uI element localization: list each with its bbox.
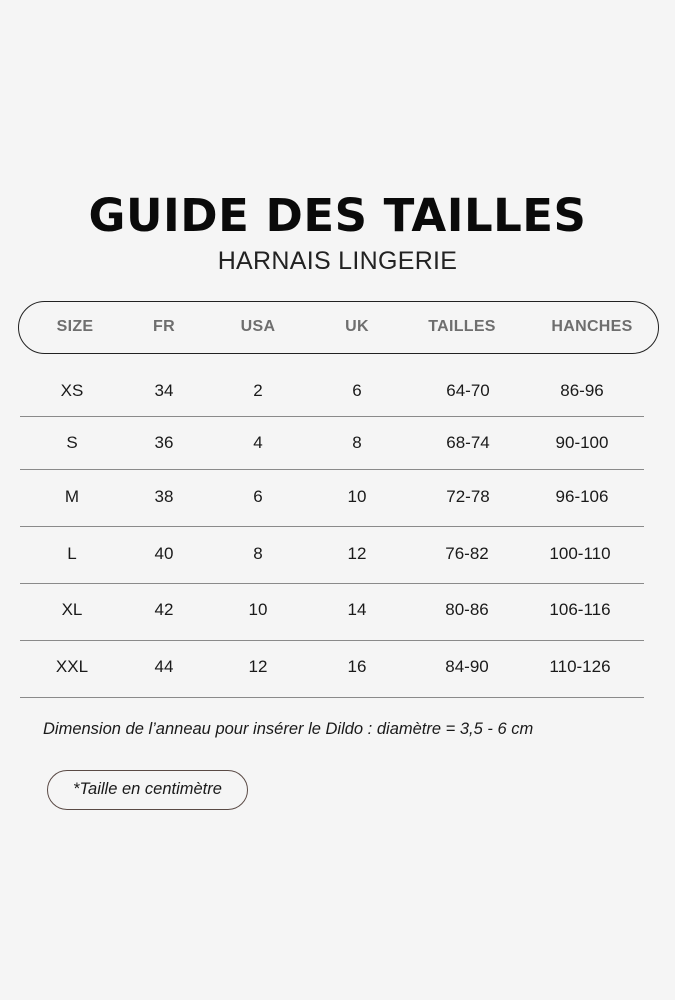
column-header-fr: FR (153, 318, 175, 335)
row-divider (20, 697, 644, 698)
cell-tailles: 72-78 (446, 487, 490, 506)
cell-usa: 4 (253, 433, 263, 452)
cell-uk: 10 (347, 487, 367, 506)
cell-usa: 2 (253, 381, 263, 400)
cell-tailles: 68-74 (446, 433, 490, 452)
cell-size: L (67, 544, 77, 563)
cell-usa: 6 (253, 487, 263, 506)
cell-uk: 12 (347, 544, 367, 563)
cell-uk: 8 (352, 433, 362, 452)
ring-dimension-note: Dimension de l’anneau pour insérer le Dildo : diamètre = 3,5 - 6 cm (43, 720, 534, 738)
cell-hanches: 96-106 (555, 487, 609, 506)
page-subtitle: HARNAIS LINGERIE (217, 247, 458, 275)
page-title: GUIDE DES TAILLES (88, 189, 587, 242)
cell-size: S (66, 433, 78, 452)
cell-hanches: 110-126 (549, 657, 611, 676)
row-divider (20, 416, 644, 417)
cell-size: XS (60, 381, 84, 400)
cell-fr: 38 (154, 487, 174, 506)
cell-fr: 34 (154, 381, 174, 400)
cell-fr: 36 (154, 433, 174, 452)
cell-usa: 8 (253, 544, 263, 563)
cell-tailles: 76-82 (445, 544, 489, 563)
cell-fr: 44 (154, 657, 174, 676)
column-header-tailles: TAILLES (428, 318, 496, 335)
column-header-uk: UK (345, 318, 369, 335)
cell-fr: 40 (154, 544, 174, 563)
cell-hanches: 90-100 (555, 433, 609, 452)
column-header-hanches: HANCHES (551, 318, 633, 335)
cell-uk: 16 (347, 657, 367, 676)
cell-usa: 12 (248, 657, 268, 676)
cell-tailles: 64-70 (446, 381, 490, 400)
cell-hanches: 86-96 (560, 381, 604, 400)
column-header-size: SIZE (56, 318, 94, 335)
cell-tailles: 80-86 (445, 600, 489, 619)
unit-label-pill: *Taille en centimètre (47, 770, 248, 810)
cell-size: M (64, 487, 80, 506)
row-divider (20, 640, 644, 641)
cell-size: XL (61, 600, 83, 619)
cell-hanches: 106-116 (549, 600, 611, 619)
cell-size: XXL (55, 657, 89, 676)
cell-fr: 42 (154, 600, 174, 619)
cell-uk: 14 (347, 600, 367, 619)
row-divider (20, 469, 644, 470)
row-divider (20, 583, 644, 584)
column-header-usa: USA (240, 318, 276, 335)
cell-usa: 10 (248, 600, 268, 619)
cell-uk: 6 (352, 381, 362, 400)
row-divider (20, 526, 644, 527)
cell-hanches: 100-110 (549, 544, 611, 563)
cell-tailles: 84-90 (445, 657, 489, 676)
